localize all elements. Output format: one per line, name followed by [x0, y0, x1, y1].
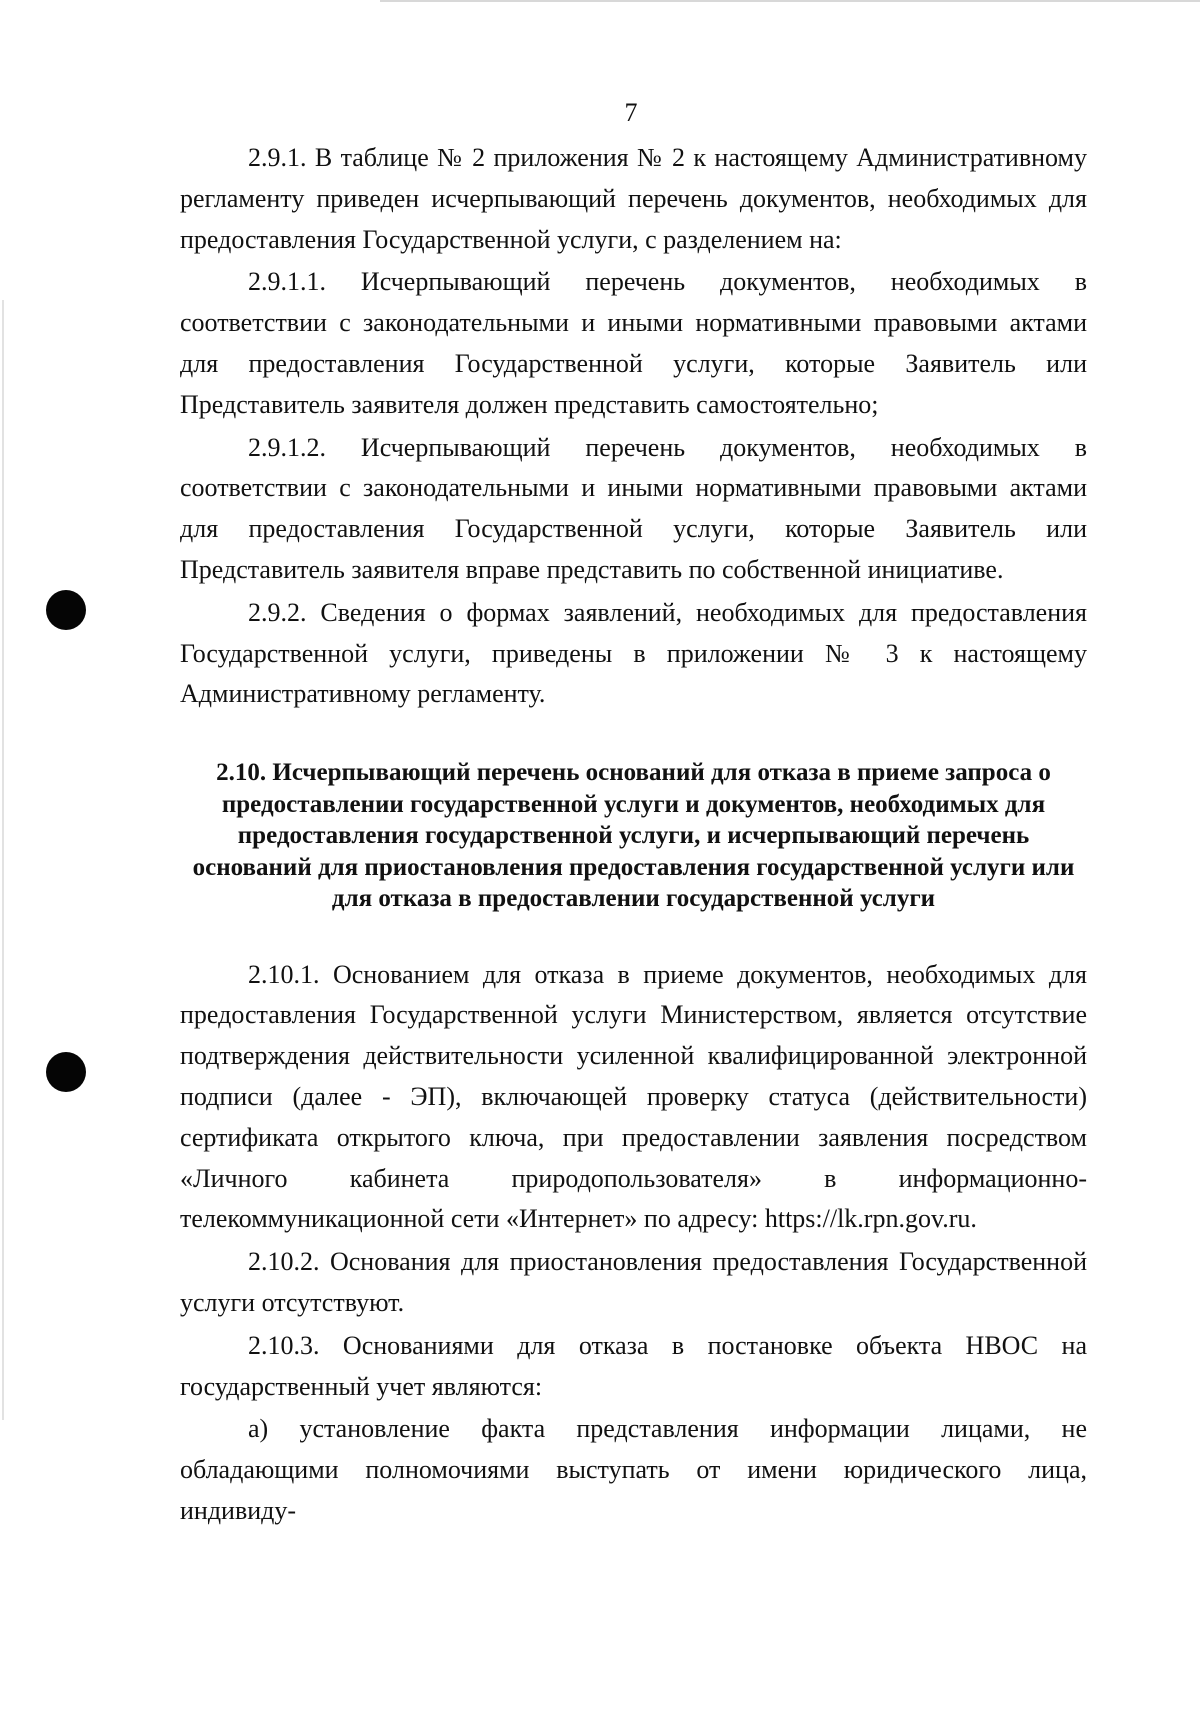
- scan-artifact-top-line: [380, 0, 1200, 2]
- paragraph-2-9-1-2: 2.9.1.2. Исчерпывающий перечень документов, необходимых в соответствии с законодательными и иными нормативными правовыми актами для предоставления Государственной услуги, которые Заявитель или Представитель заявителя вправе представить по собственной инициативе.: [180, 432, 1087, 584]
- paragraph-2-9-1-1: 2.9.1.1. Исчерпывающий перечень документов, необходимых в соответствии с законодательными и иными нормативными правовыми актами для предоставления Государственной услуги, которые Заявитель или Представитель заявителя должен представить самостоятельно;: [180, 267, 1087, 419]
- paragraph-2-9-2: 2.9.2. Сведения о формах заявлений, необходимых для предоставления Государственной услуги, приведены в приложении № 3 к настоящему Административному регламенту.: [180, 597, 1087, 709]
- paragraph-2-10-2: 2.10.2. Основания для приостановления предоставления Государственной услуги отсутствуют.: [180, 1247, 1087, 1318]
- paragraph-2-10-1: 2.10.1. Основанием для отказа в приеме документов, необходимых для предоставления Государственной услуги Министерством, является отсутствие подтверждения действительности усиленной квалифицированной электронной подписи (далее - ЭП), включающей проверку статуса (действительности) сертификата открытого ключа, при предоставлении заявления посредством «Личного кабинета природопользователя» в информационно-телекоммуникационной сети «Интернет» по адресу: https://lk.rpn.gov.ru.: [180, 959, 1087, 1234]
- punch-hole-lower: [46, 1052, 86, 1092]
- paragraph-2-9-1: 2.9.1. В таблице № 2 приложения № 2 к настоящему Административному регламенту приведен исчерпывающий перечень документов, необходимых для предоставления Государственной услуги, с разделением на:: [180, 143, 1087, 254]
- punch-hole-upper: [46, 590, 86, 630]
- section-heading-2-10: 2.10. Исчерпывающий перечень оснований для отказа в приеме запроса о предоставлении государственной услуги и документов, необходимых для предоставления государственной услуги, и исчерпывающий перечень оснований для приостановления предоставления государственной услуги или для отказа в предоставлении государственной услуги: [192, 759, 1075, 913]
- document-body: [180, 138, 1087, 1534]
- paragraph-2-10-3-a: а) установление факта представления информации лицами, не обладающими полномочиями выступать от имени юридического лица, индивиду-: [180, 1414, 1087, 1526]
- scan-artifact-left-edge: [2, 300, 4, 1420]
- page-number: 7: [624, 98, 638, 127]
- paragraph-2-10-3: 2.10.3. Основаниями для отказа в постановке объекта НВОС на государственный учет являются:: [180, 1330, 1087, 1401]
